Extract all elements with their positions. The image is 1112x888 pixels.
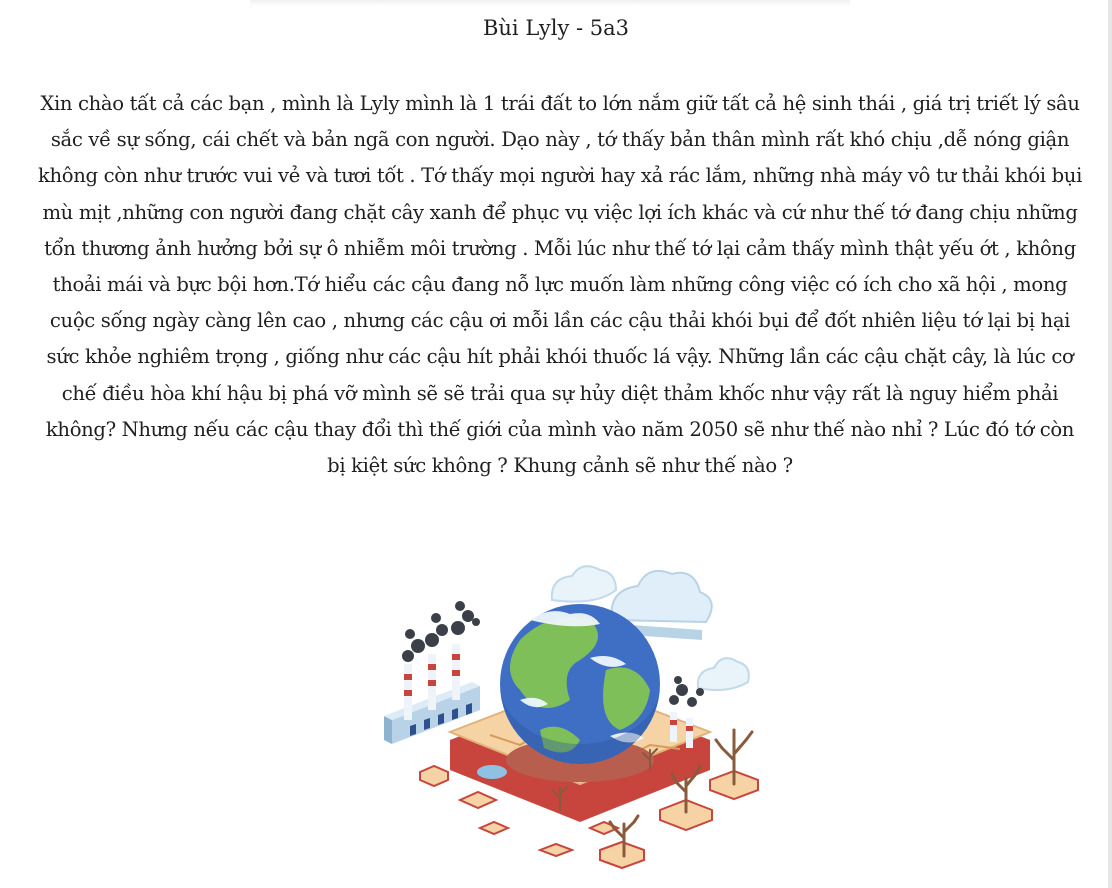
- smoke-icon: [402, 601, 480, 662]
- cloud-icon: [552, 566, 616, 601]
- author-line: Bùi Lyly - 5a3: [482, 16, 630, 40]
- puddle-icon: [476, 764, 508, 780]
- cloud-icon: [698, 658, 749, 690]
- scrollbar-track[interactable]: [1108, 0, 1112, 888]
- polluted-earth-illustration: [380, 560, 780, 880]
- story-paragraph: Xin chào tất cả các bạn , mình là Lyly mình là 1 trái đất to lớn nắm giữ tất cả hệ sinh thái , giá trị triết lý sâu sắc về sự sống, cái chết và bản ngã con người. Dạo này , tớ thấy bản thân mình rất khó chịu ,dễ nóng giận không còn như trước vui vẻ và tươi tốt . Tớ thấy mọi người hay xả rác lắm, những nhà máy vô tư thải khói bụi mù mịt ,những con người đang chặt cây xanh để phục vụ việc lợi ích khác và cứ như thế tớ đang chịu những tổn thương ảnh hưởng bởi sự ô nhiễm môi trường . Mỗi lúc như thế tớ lại cảm thấy mình thật yếu ớt , không thoải mái và bực bội hơn.Tớ hiểu các cậu đang nỗ lực muốn làm những công việc có ích cho xã hội , mong cuộc sống ngày càng lên cao , nhưng các cậu ơi mỗi lần các cậu thải khói bụi để đốt nhiên liệu tớ lại bị hại sức khỏe nghiêm trọng , giống như các cậu hít phải khói thuốc lá vậy. Những lần các cậu chặt cây, là lúc cơ chế điều hòa khí hậu bị phá vỡ mình sẽ sẽ trải qua sự hủy diệt thảm khốc như vậy rất là nguy hiểm phải không? Nhưng nếu các cậu thay đổi thì thế giới của mình vào năm 2050 sẽ như thế nào nhỉ ? Lúc đó tớ còn bị kiệt sức không ? Khung cảnh sẽ như thế nào ?: [38, 92, 1082, 478]
- page-top-shadow: [250, 0, 850, 6]
- earth-globe-icon: [500, 604, 660, 782]
